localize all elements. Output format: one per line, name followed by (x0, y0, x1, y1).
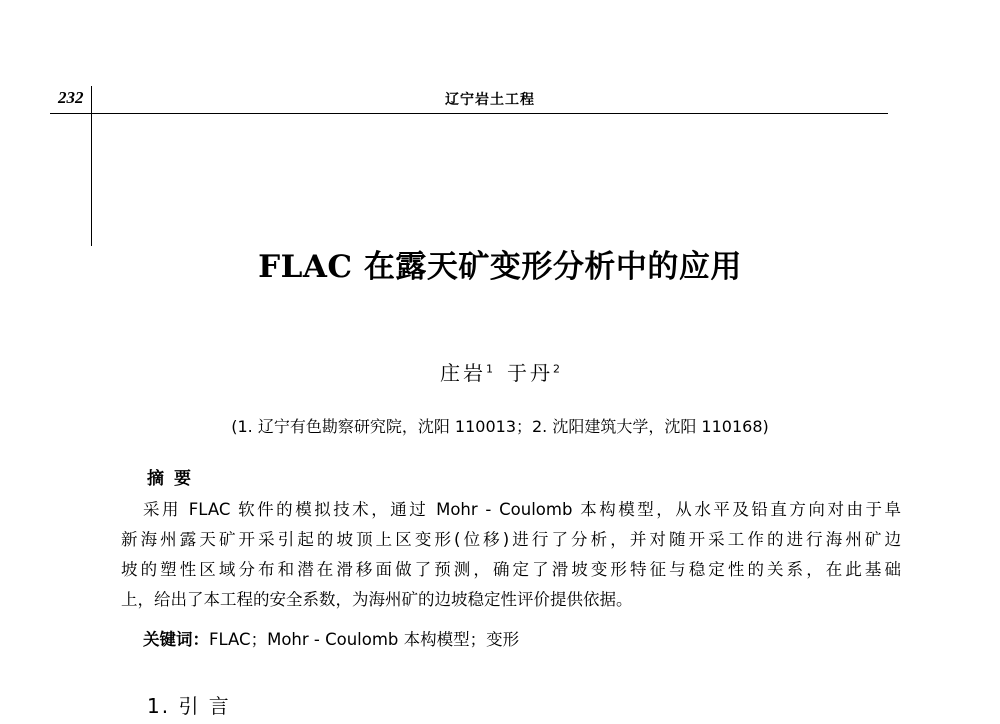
abstract-line: 坡的塑性区域分布和潜在滑移面做了预测，确定了滑坡变形特征与稳定性的关系，在此基础 (121, 560, 901, 579)
page-number: 232 (58, 88, 84, 107)
author-name: 庄岩 (440, 361, 486, 385)
affiliation: (1. 辽宁有色勘察研究院，沈阳 110013；2. 沈阳建筑大学，沈阳 110168) (231, 417, 769, 436)
author-name: 于丹 (507, 361, 553, 385)
header-vertical-rule (91, 86, 92, 246)
keywords-text: FLAC；Mohr - Coulomb 本构模型；变形 (209, 630, 520, 649)
author-affiliation-mark: 2 (553, 362, 560, 376)
abstract-line: 新海州露天矿开采引起的坡顶上区变形(位移)进行了分析，并对随开采工作的进行海州矿边 (121, 530, 901, 549)
author-affiliation-mark: 1 (486, 362, 493, 376)
header-rule (50, 113, 888, 114)
journal-name: 辽宁岩土工程 (445, 92, 535, 108)
section-heading: 1. 引 言 (147, 694, 231, 718)
keywords-label: 关键词： (143, 630, 209, 649)
abstract-heading: 摘要 (147, 469, 201, 489)
authors (0, 357, 1000, 386)
keywords (143, 626, 519, 650)
abstract-line: 采用 FLAC 软件的模拟技术，通过 Mohr - Coulomb 本构模型，从水平及铅直方向对由于阜 (143, 500, 901, 519)
paper-title: FLAC 在露天矿变形分析中的应用 (258, 249, 742, 285)
abstract-line: 上，给出了本工程的安全系数，为海州矿的边坡稳定性评价提供依据。 (121, 590, 633, 609)
